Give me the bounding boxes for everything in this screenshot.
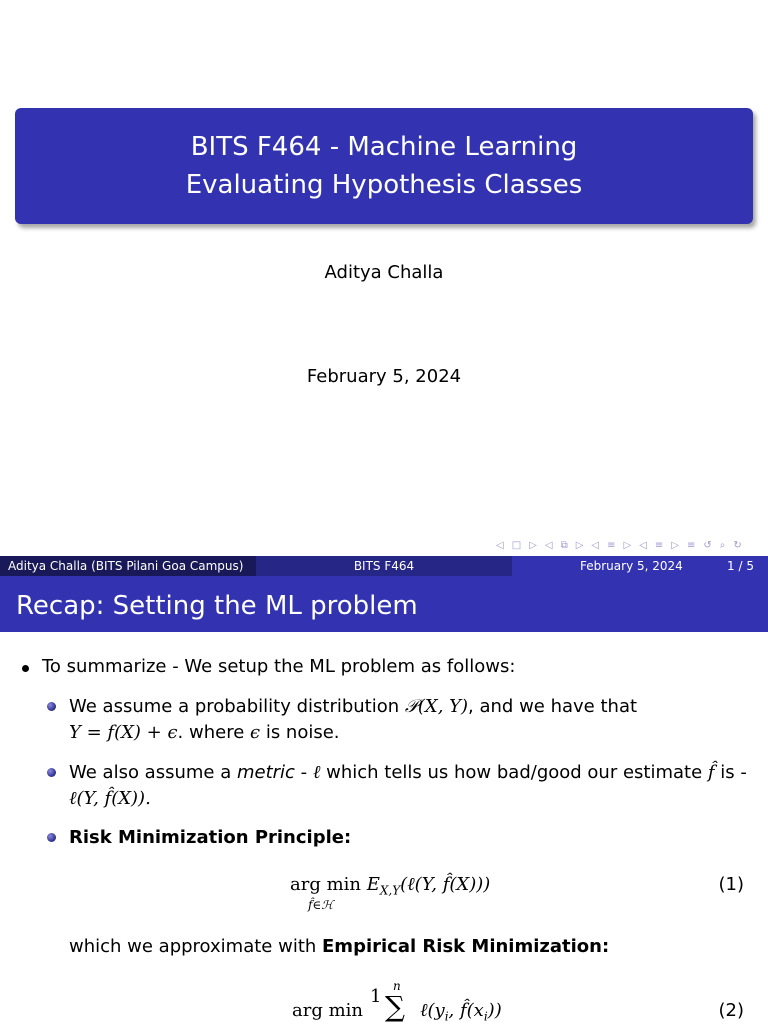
list-item: We also assume a metric - ℓ which tells us how bad/good our estimate f̂ is - ℓ(Y, f̂(X)). bbox=[47, 760, 757, 812]
course-title: BITS F464 - Machine Learning bbox=[190, 132, 578, 162]
recap-slide bbox=[0, 576, 768, 1024]
equation-1: arg $\min E_{X,Y}(\ell(Y$, f̂(X))) bbox=[290, 874, 491, 898]
nav-slide-icon[interactable]: □ bbox=[511, 539, 522, 551]
author-name: Aditya Challa bbox=[324, 262, 444, 283]
nav-frame-icon[interactable]: ⧉ bbox=[560, 539, 568, 551]
presentation-date: February 5, 2024 bbox=[306, 366, 462, 387]
equation-1-subscript: f̂∈ℋ bbox=[308, 898, 334, 912]
nav-prev-icon[interactable]: ◁ bbox=[544, 539, 553, 551]
frame-title: Recap: Setting the ML problem bbox=[0, 576, 768, 632]
loss-expression: ℓ(Y, f̂(X)). bbox=[69, 788, 151, 809]
slide-footer bbox=[0, 556, 768, 576]
bullet-text: To summarize - We setup the ML problem as follows: bbox=[42, 656, 516, 677]
nav-prev-icon[interactable]: ◁ bbox=[496, 539, 504, 551]
footer-course: BITS F464 bbox=[256, 556, 512, 576]
risk-minimization-label: Risk Minimization Principle: bbox=[69, 827, 352, 848]
title-block bbox=[15, 108, 753, 224]
nav-section-icon[interactable]: ≡ bbox=[654, 539, 664, 551]
footer-date-page bbox=[512, 556, 768, 576]
metric-term: metric bbox=[236, 762, 295, 783]
nav-next-icon[interactable]: ▷ bbox=[671, 539, 679, 551]
footer-page-number: 1 / 5 bbox=[727, 559, 754, 573]
footer-author: Aditya Challa (BITS Pilani Goa Campus) bbox=[0, 556, 256, 576]
bullet-dot bbox=[22, 665, 29, 672]
equation-2-body: $\ell(y_i$, $f̂(x_i)$) bbox=[420, 1000, 502, 1024]
nav-subsection-icon[interactable]: ≡ bbox=[607, 539, 616, 551]
bullet-ball bbox=[47, 768, 56, 777]
equation-2: arg min bbox=[292, 1000, 363, 1021]
equation-2-fraction: 1 bbox=[370, 986, 382, 1007]
equation-number: (1) bbox=[718, 874, 744, 895]
approx-text: which we approximate with Empirical Risk Minimization: bbox=[69, 936, 610, 957]
beamer-navigation bbox=[496, 538, 762, 552]
nav-next-icon[interactable]: ▷ bbox=[623, 539, 632, 551]
nav-next-icon[interactable]: ▷ bbox=[575, 539, 584, 551]
nav-back-icon[interactable]: ↺ bbox=[703, 539, 712, 551]
distribution-math: 𝒫(X, Y) bbox=[404, 696, 469, 717]
list-item bbox=[47, 825, 351, 851]
nav-search-icon[interactable]: ⌕ bbox=[719, 539, 726, 551]
nav-next-icon[interactable]: ▷ bbox=[529, 539, 537, 551]
nav-outline-icon[interactable]: ≡ bbox=[687, 539, 696, 551]
bullet-ball bbox=[47, 833, 56, 842]
model-equation: Y = f(X) + ϵ bbox=[69, 722, 178, 743]
equation-2-sum: ∑ bbox=[385, 990, 405, 1023]
lecture-title: Evaluating Hypothesis Classes bbox=[185, 170, 583, 200]
footer-date: February 5, 2024 bbox=[580, 559, 683, 573]
bullet-ball bbox=[47, 702, 56, 711]
nav-prev-icon[interactable]: ◁ bbox=[639, 539, 647, 551]
list-item: We assume a probability distribution 𝒫(X, Y), and we have that Y = f(X) + ϵ. where ϵ is noise. bbox=[47, 694, 727, 746]
nav-forward-icon[interactable]: ↻ bbox=[733, 539, 742, 551]
equation-2-sum-limit: n bbox=[393, 979, 401, 993]
nav-prev-icon[interactable]: ◁ bbox=[591, 539, 600, 551]
equation-number: (2) bbox=[718, 1000, 744, 1021]
